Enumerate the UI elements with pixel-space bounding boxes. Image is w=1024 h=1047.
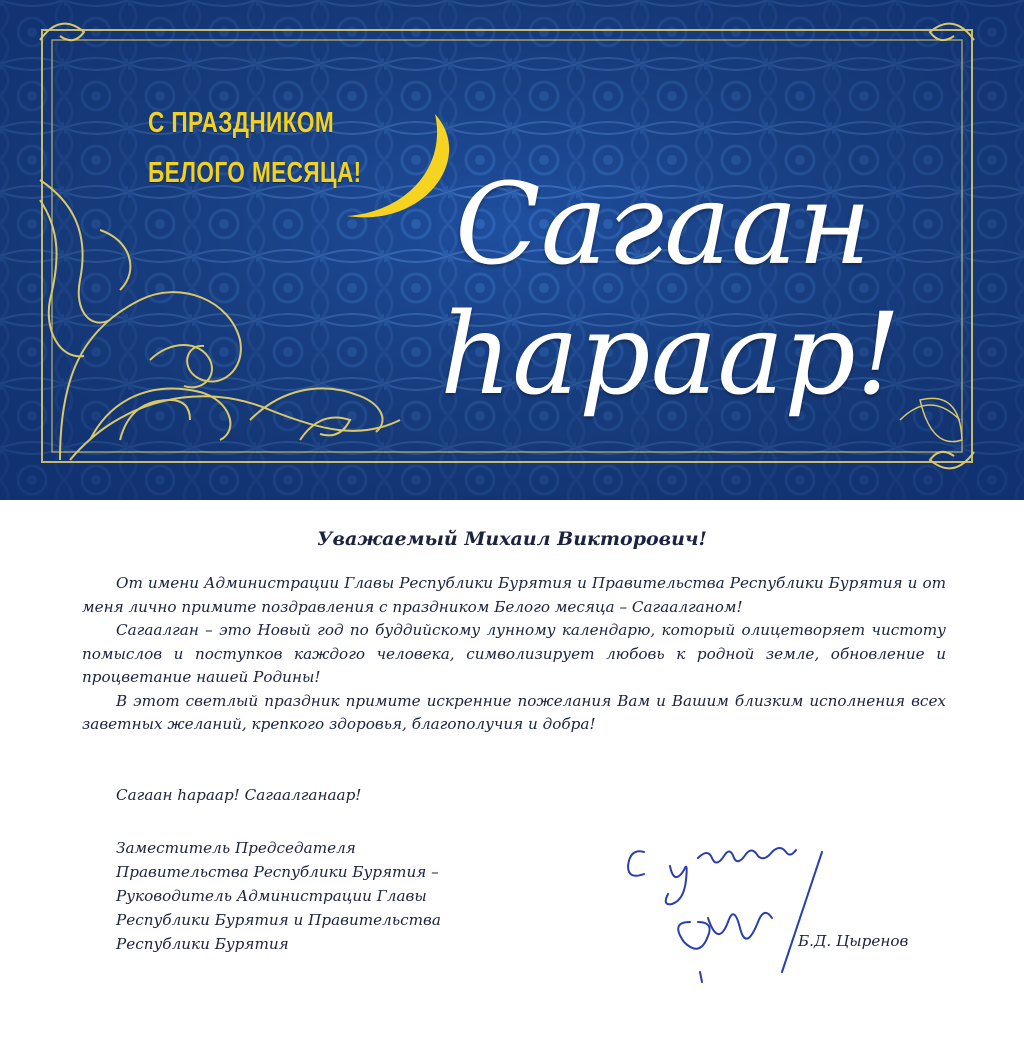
- position-line: Республики Бурятия: [116, 935, 289, 953]
- paragraph-3: В этот светлый праздник примите искренние пожелания Вам и Вашим близким исполнения всех заветных желаний, крепкого здоровья, благополучия и добра!: [82, 691, 946, 733]
- salutation: Уважаемый Михаил Викторович!: [317, 528, 707, 550]
- handwritten-signature: [610, 822, 850, 992]
- position-line: Республики Бурятия и Правительства: [116, 911, 441, 929]
- position-line: Правительства Республики Бурятия –: [116, 863, 439, 881]
- title-line-2: hараар!: [440, 290, 901, 420]
- title-line-1: Сагаан: [455, 160, 872, 290]
- greeting-line-1: С ПРАЗДНИКОМ: [148, 107, 335, 139]
- holiday-greeting: [148, 98, 362, 198]
- crescent-moon-icon: [335, 108, 465, 228]
- letter-body: [0, 500, 1024, 1047]
- paragraph-2: Сагаалган – это Новый год по буддийскому лунному календарю, который олицетворяет чистоту помыслов и поступков каждого человека, символизирует любовь к родной земле, обновление и процветание нашей Родины!: [82, 621, 946, 686]
- closing-greeting: Сагаан hараар! Сагаалганаар!: [116, 786, 362, 804]
- signer-name: Б.Д. Цыренов: [798, 932, 909, 950]
- greeting-banner: [0, 0, 1024, 500]
- position-line: Заместитель Председателя: [116, 839, 356, 857]
- signer-position: [116, 836, 441, 956]
- position-line: Руководитель Администрации Главы: [116, 887, 427, 905]
- greeting-line-2: БЕЛОГО МЕСЯЦА!: [148, 157, 362, 189]
- letter-text: [82, 572, 946, 737]
- paragraph-1: От имени Администрации Главы Республики Бурятия и Правительства Республики Бурятия и от меня лично примите поздравления с праздником Белого месяца – Сагаалганом!: [82, 574, 946, 616]
